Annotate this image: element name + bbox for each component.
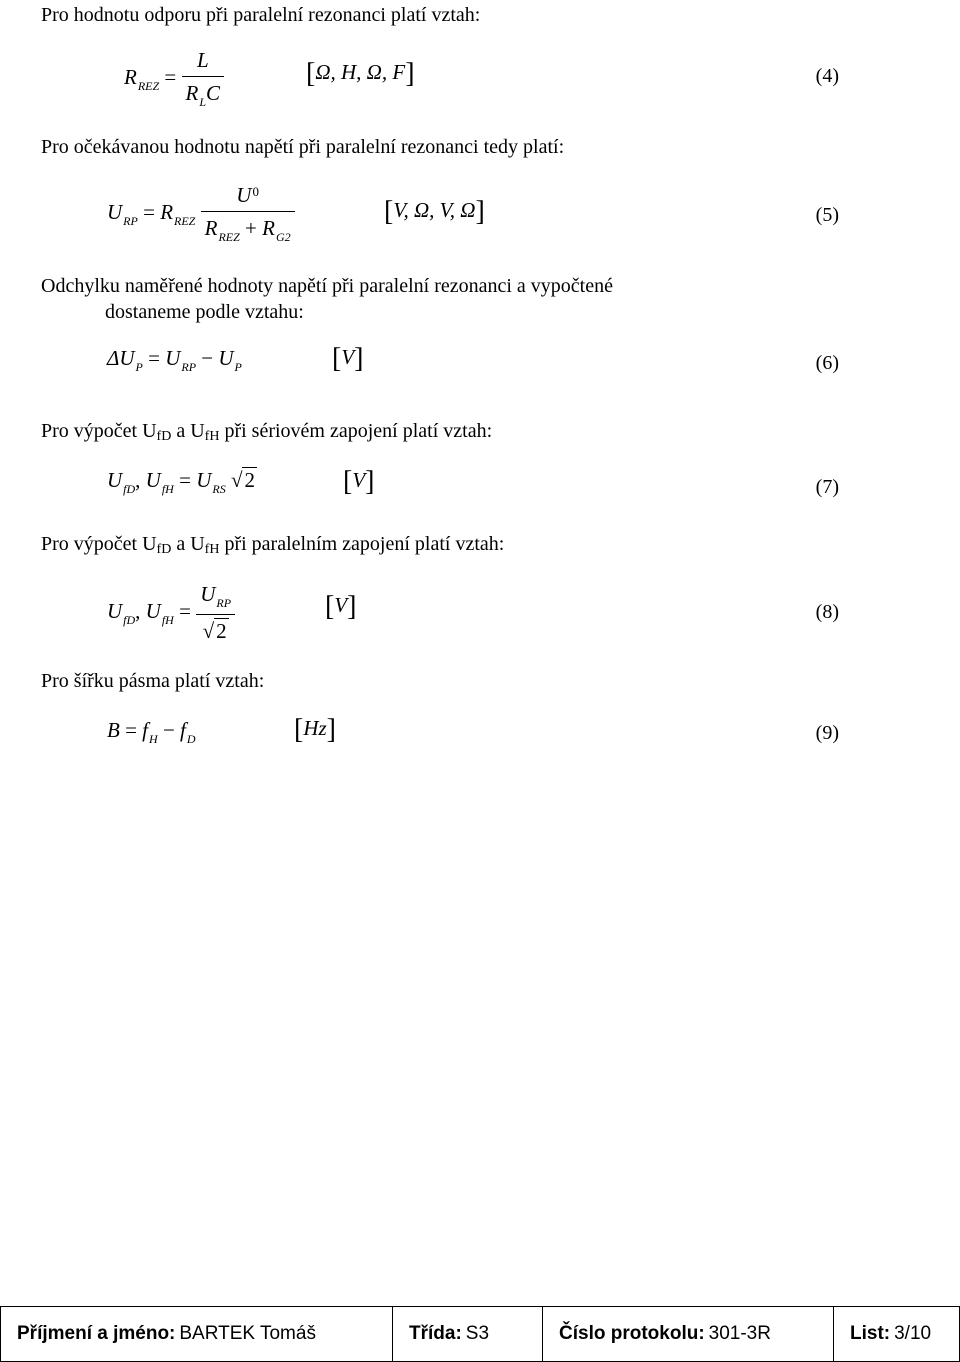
equation-4-units: [Ω, H, Ω, F] xyxy=(306,58,415,89)
equation-number-4: (4) xyxy=(815,65,839,87)
equation-number-5: (5) xyxy=(815,204,839,226)
parallel-text: Pro výpočet UfD a UfH při paralelním zapojení platí vztah: xyxy=(41,533,505,557)
footer-sheet-label: List: xyxy=(850,1323,891,1344)
equation-9: $B = f_H - f_D$ xyxy=(107,718,196,746)
footer-protocol-cell xyxy=(543,1307,834,1361)
equation-8: $U_{fD}$, $U_{fH}$ = $\frac{U_{RP}}{√2}$ xyxy=(107,582,235,644)
equation-5: $U_{RP} = R_{REZ}$ $\frac{U^0}{R_{REZ} + R_{G2}}$ xyxy=(107,183,295,245)
footer-name-cell xyxy=(1,1307,393,1361)
equation-7: $U_{fD}$, $U_{fH} = U_{RS}$ √2 xyxy=(107,468,255,496)
bandwidth-text: Pro šířku pásma platí vztah: xyxy=(41,670,265,692)
footer-table xyxy=(0,1306,960,1362)
equation-number-8: (8) xyxy=(815,601,839,623)
footer-protocol-label: Číslo protokolu: xyxy=(559,1323,705,1344)
series-text: Pro výpočet UfD a UfH při sériovém zapojení platí vztah: xyxy=(41,420,493,444)
footer-class-cell xyxy=(393,1307,543,1361)
deviation-text-line2: dostaneme podle vztahu: xyxy=(105,301,304,323)
equation-5-units: [V, Ω, V, Ω] xyxy=(384,196,485,227)
footer-class-value: S3 xyxy=(465,1323,490,1344)
equation-6: $\Delta U_P = U_{RP} - U_P$ xyxy=(107,346,242,374)
deviation-text-line1: Odchylku naměřené hodnoty napětí při paralelní rezonanci a vypočtené xyxy=(41,275,613,297)
equation-number-9: (9) xyxy=(815,722,839,744)
footer-class-label: Třída: xyxy=(409,1323,462,1344)
equation-4: $R_{REZ}$ = $\frac{L}{R_LC}$ xyxy=(124,48,224,110)
footer-name-value: BARTEK Tomáš xyxy=(179,1323,316,1344)
equation-number-6: (6) xyxy=(815,352,839,374)
equation-number-7: (7) xyxy=(815,476,839,498)
equation-9-units: [Hz] xyxy=(294,714,336,745)
equation-8-units: [V] xyxy=(325,591,357,622)
equation-7-units: [V] xyxy=(343,466,375,497)
intro-text-resistance: Pro hodnotu odporu při paralelní rezonanci platí vztah: xyxy=(41,4,481,26)
footer-name-label: Příjmení a jméno: xyxy=(17,1323,176,1344)
footer-protocol-value: 301-3R xyxy=(708,1323,771,1344)
footer-sheet-cell xyxy=(834,1307,959,1361)
footer-sheet-value: 3/10 xyxy=(894,1323,932,1344)
equation-6-units: [V] xyxy=(332,343,364,374)
intro-text-voltage: Pro očekávanou hodnotu napětí při paralelní rezonanci tedy platí: xyxy=(41,136,565,158)
